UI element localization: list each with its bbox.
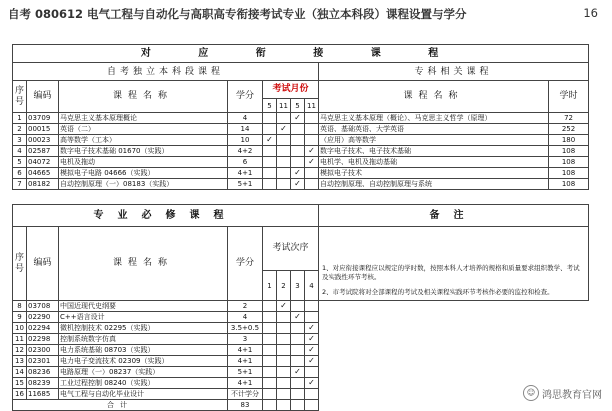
order-3: 3 <box>291 271 305 301</box>
col-hours: 学时 <box>549 81 589 113</box>
row-related-course: 模拟电子技术 <box>319 168 549 179</box>
row-code: 03709 <box>27 113 59 124</box>
row-credit: 5+1 <box>228 367 263 378</box>
order-1: 1 <box>263 271 277 301</box>
row-order-2 <box>277 389 291 400</box>
order-2: 2 <box>277 271 291 301</box>
row-order-4 <box>305 367 319 378</box>
total-value: 83 <box>228 400 263 411</box>
row-hours: 108 <box>549 168 589 179</box>
row-month-1 <box>263 168 277 179</box>
row-seq: 15 <box>13 378 27 389</box>
row-order-1 <box>263 356 277 367</box>
top-rows <box>13 113 589 190</box>
row-name: 高等数学（工本） <box>59 135 228 146</box>
row-seq: 2 <box>13 124 27 135</box>
row-order-2 <box>277 312 291 323</box>
table-row <box>13 356 589 367</box>
left-section-header: 自考独立本科段课程 <box>13 63 319 81</box>
row-name: 马克思主义基本原理概论 <box>59 113 228 124</box>
row-order-2 <box>277 378 291 389</box>
row-order-1 <box>263 345 277 356</box>
table-row <box>13 179 589 190</box>
table-row <box>13 367 589 378</box>
col-code: 编码 <box>27 81 59 113</box>
row-month-3 <box>291 157 305 168</box>
row-order-1 <box>263 367 277 378</box>
row-month-4: ✓ <box>305 146 319 157</box>
remarks-header: 备注 <box>319 205 589 227</box>
row-order-3 <box>291 323 305 334</box>
row-order-3 <box>291 378 305 389</box>
row-name: 模拟电子电路 04666（实践） <box>59 168 228 179</box>
row-order-1 <box>263 312 277 323</box>
row-code: 08182 <box>27 179 59 190</box>
row-order-4: ✓ <box>305 378 319 389</box>
table-row <box>13 345 589 356</box>
row-month-4 <box>305 179 319 190</box>
row-seq: 12 <box>13 345 27 356</box>
row-credit: 14 <box>228 124 263 135</box>
row-month-1 <box>263 124 277 135</box>
row-credit: 6 <box>228 157 263 168</box>
row-order-3 <box>291 389 305 400</box>
main-header: 对 应 衔 接 课 程 <box>13 45 589 63</box>
row-order-1 <box>263 323 277 334</box>
row-code: 11685 <box>27 389 59 400</box>
required-header: 专业必修课程 <box>13 205 319 227</box>
row-related-course: 英语、基础英语、大学英语 <box>319 124 549 135</box>
row-order-2 <box>277 323 291 334</box>
row-code: 02300 <box>27 345 59 356</box>
row-order-4 <box>305 389 319 400</box>
row-seq: 7 <box>13 179 27 190</box>
row-month-4: ✓ <box>305 157 319 168</box>
row-name: 微机控制技术 02295（实践） <box>59 323 228 334</box>
row-order-2 <box>277 345 291 356</box>
row-month-2 <box>277 168 291 179</box>
row-seq: 1 <box>13 113 27 124</box>
row-seq: 8 <box>13 301 27 312</box>
row-month-1: ✓ <box>263 135 277 146</box>
lower-col-name: 课程名称 <box>59 227 228 301</box>
row-month-2 <box>277 179 291 190</box>
row-order-4 <box>305 312 319 323</box>
row-order-4: ✓ <box>305 323 319 334</box>
row-month-1 <box>263 146 277 157</box>
row-order-3 <box>291 345 305 356</box>
row-credit: 10 <box>228 135 263 146</box>
row-month-3: ✓ <box>291 113 305 124</box>
row-credit: 4+1 <box>228 378 263 389</box>
row-code: 02294 <box>27 323 59 334</box>
correspondence-table <box>12 44 589 190</box>
row-code: 04665 <box>27 168 59 179</box>
table-row <box>13 157 589 168</box>
table-row <box>13 378 589 389</box>
row-seq: 16 <box>13 389 27 400</box>
row-month-4 <box>305 113 319 124</box>
row-code: 02301 <box>27 356 59 367</box>
row-name: 电力系统基础 08703（实践） <box>59 345 228 356</box>
row-month-2: ✓ <box>277 124 291 135</box>
table-row <box>13 312 589 323</box>
watermark-text: 鸿思教育官网 <box>542 389 602 401</box>
row-hours: 180 <box>549 135 589 146</box>
row-seq: 6 <box>13 168 27 179</box>
table-row <box>13 389 589 400</box>
wechat-icon: ☺ <box>523 385 539 401</box>
row-seq: 9 <box>13 312 27 323</box>
watermark <box>523 385 602 401</box>
row-credit: 4+1 <box>228 168 263 179</box>
row-credit: 2 <box>228 301 263 312</box>
row-seq: 11 <box>13 334 27 345</box>
row-order-3 <box>291 356 305 367</box>
row-order-1 <box>263 301 277 312</box>
row-name: 电力电子变流技术 02309（实践） <box>59 356 228 367</box>
table-row <box>13 334 589 345</box>
row-name: 自动控制原理（一）08183（实践） <box>59 179 228 190</box>
row-hours: 252 <box>549 124 589 135</box>
row-month-2 <box>277 113 291 124</box>
month-4: 11 <box>305 99 319 113</box>
row-name: C++语言设计 <box>59 312 228 323</box>
lower-col-order: 考试次序 <box>263 227 319 271</box>
row-month-1 <box>263 157 277 168</box>
col-rel-name: 课程名称 <box>319 81 549 113</box>
row-credit: 5+1 <box>228 179 263 190</box>
row-code: 02587 <box>27 146 59 157</box>
row-order-4: ✓ <box>305 345 319 356</box>
row-hours: 108 <box>549 157 589 168</box>
row-code: 08239 <box>27 378 59 389</box>
month-2: 11 <box>277 99 291 113</box>
row-name: 中国近现代史纲要 <box>59 301 228 312</box>
row-credit: 4+2 <box>228 146 263 157</box>
row-order-4 <box>305 301 319 312</box>
row-order-4: ✓ <box>305 356 319 367</box>
row-code: 02290 <box>27 312 59 323</box>
col-credit: 学分 <box>228 81 263 113</box>
month-1: 5 <box>263 99 277 113</box>
row-order-4: ✓ <box>305 334 319 345</box>
table-row <box>13 323 589 334</box>
row-seq: 13 <box>13 356 27 367</box>
remarks-cell <box>319 227 589 301</box>
row-code: 04072 <box>27 157 59 168</box>
row-order-3 <box>291 301 305 312</box>
row-credit: 4+1 <box>228 345 263 356</box>
row-credit: 3.5+0.5 <box>228 323 263 334</box>
row-related-course: 自动控制原理、自动控制原理与系统 <box>319 179 549 190</box>
row-order-1 <box>263 334 277 345</box>
row-related-course: 数字电子技术、电子技术基础 <box>319 146 549 157</box>
row-name: 工业过程控制 08240（实践） <box>59 378 228 389</box>
row-credit: 3 <box>228 334 263 345</box>
row-order-2 <box>277 367 291 378</box>
row-name: 英语（二） <box>59 124 228 135</box>
table-row <box>13 113 589 124</box>
row-order-3: ✓ <box>291 367 305 378</box>
row-code: 00023 <box>27 135 59 146</box>
row-code: 08236 <box>27 367 59 378</box>
row-order-1 <box>263 378 277 389</box>
row-name: 电气工程与自动化毕业设计 <box>59 389 228 400</box>
row-month-2 <box>277 146 291 157</box>
lower-col-code: 编码 <box>27 227 59 301</box>
total-label: 合计 <box>13 400 228 411</box>
row-order-2: ✓ <box>277 301 291 312</box>
row-month-3: ✓ <box>291 168 305 179</box>
row-month-2 <box>277 135 291 146</box>
row-month-1 <box>263 179 277 190</box>
row-name: 电机及拖动 <box>59 157 228 168</box>
row-hours: 108 <box>549 146 589 157</box>
row-credit: 4+1 <box>228 356 263 367</box>
row-seq: 4 <box>13 146 27 157</box>
row-related-course: （应用）高等数学 <box>319 135 549 146</box>
row-month-3 <box>291 135 305 146</box>
row-month-1 <box>263 113 277 124</box>
row-code: 00015 <box>27 124 59 135</box>
row-order-2 <box>277 334 291 345</box>
row-hours: 108 <box>549 179 589 190</box>
row-code: 02298 <box>27 334 59 345</box>
row-name: 控制系统数字仿真 <box>59 334 228 345</box>
remark-1: 1、对应衔接课程应以规定的学时数，按照本科人才培养的规格和质量要求组织教学、考试及实践性环节考核。 <box>322 264 580 281</box>
row-hours: 72 <box>549 113 589 124</box>
row-order-2 <box>277 356 291 367</box>
row-credit: 不计学分 <box>228 389 263 400</box>
row-month-2 <box>277 157 291 168</box>
col-exam-month: 考试月份 <box>263 81 319 99</box>
row-name: 数字电子技术基础 01670（实践） <box>59 146 228 157</box>
row-month-3 <box>291 124 305 135</box>
right-section-header: 专科相关课程 <box>319 63 589 81</box>
row-order-3 <box>291 334 305 345</box>
row-credit: 4 <box>228 312 263 323</box>
row-credit: 4 <box>228 113 263 124</box>
row-related-course: 马克思主义基本原理（概论）、马克思主义哲学（原理） <box>319 113 549 124</box>
row-related-course: 电机学、电机及拖动基础 <box>319 157 549 168</box>
table-row <box>13 135 589 146</box>
table-row <box>13 146 589 157</box>
lower-col-credit: 学分 <box>228 227 263 301</box>
remark-2: 2、市考试院将对全部课程的考试及相关课程实践环节考核作必要的监控和检查。 <box>322 288 554 296</box>
order-4: 4 <box>305 271 319 301</box>
required-table <box>12 204 589 411</box>
row-seq: 5 <box>13 157 27 168</box>
row-order-1 <box>263 389 277 400</box>
table-row <box>13 124 589 135</box>
row-seq: 14 <box>13 367 27 378</box>
row-order-3: ✓ <box>291 312 305 323</box>
col-seq: 序号 <box>13 81 27 113</box>
table-row <box>13 168 589 179</box>
row-month-4 <box>305 124 319 135</box>
row-month-3 <box>291 146 305 157</box>
row-name: 电路原理（一）08237（实践） <box>59 367 228 378</box>
row-month-3: ✓ <box>291 179 305 190</box>
row-seq: 10 <box>13 323 27 334</box>
page-title: 自考 080612 电气工程与自动化与高职高专衔接考试专业（独立本科段）课程设置与学分 <box>8 7 467 21</box>
bottom-rows <box>13 301 589 400</box>
page-number: 16 <box>583 6 598 20</box>
row-seq: 3 <box>13 135 27 146</box>
row-month-4 <box>305 168 319 179</box>
lower-col-seq: 序号 <box>13 227 27 301</box>
col-name: 课程名称 <box>59 81 228 113</box>
month-3: 5 <box>291 99 305 113</box>
table-row <box>13 301 589 312</box>
row-month-4 <box>305 135 319 146</box>
row-code: 03708 <box>27 301 59 312</box>
